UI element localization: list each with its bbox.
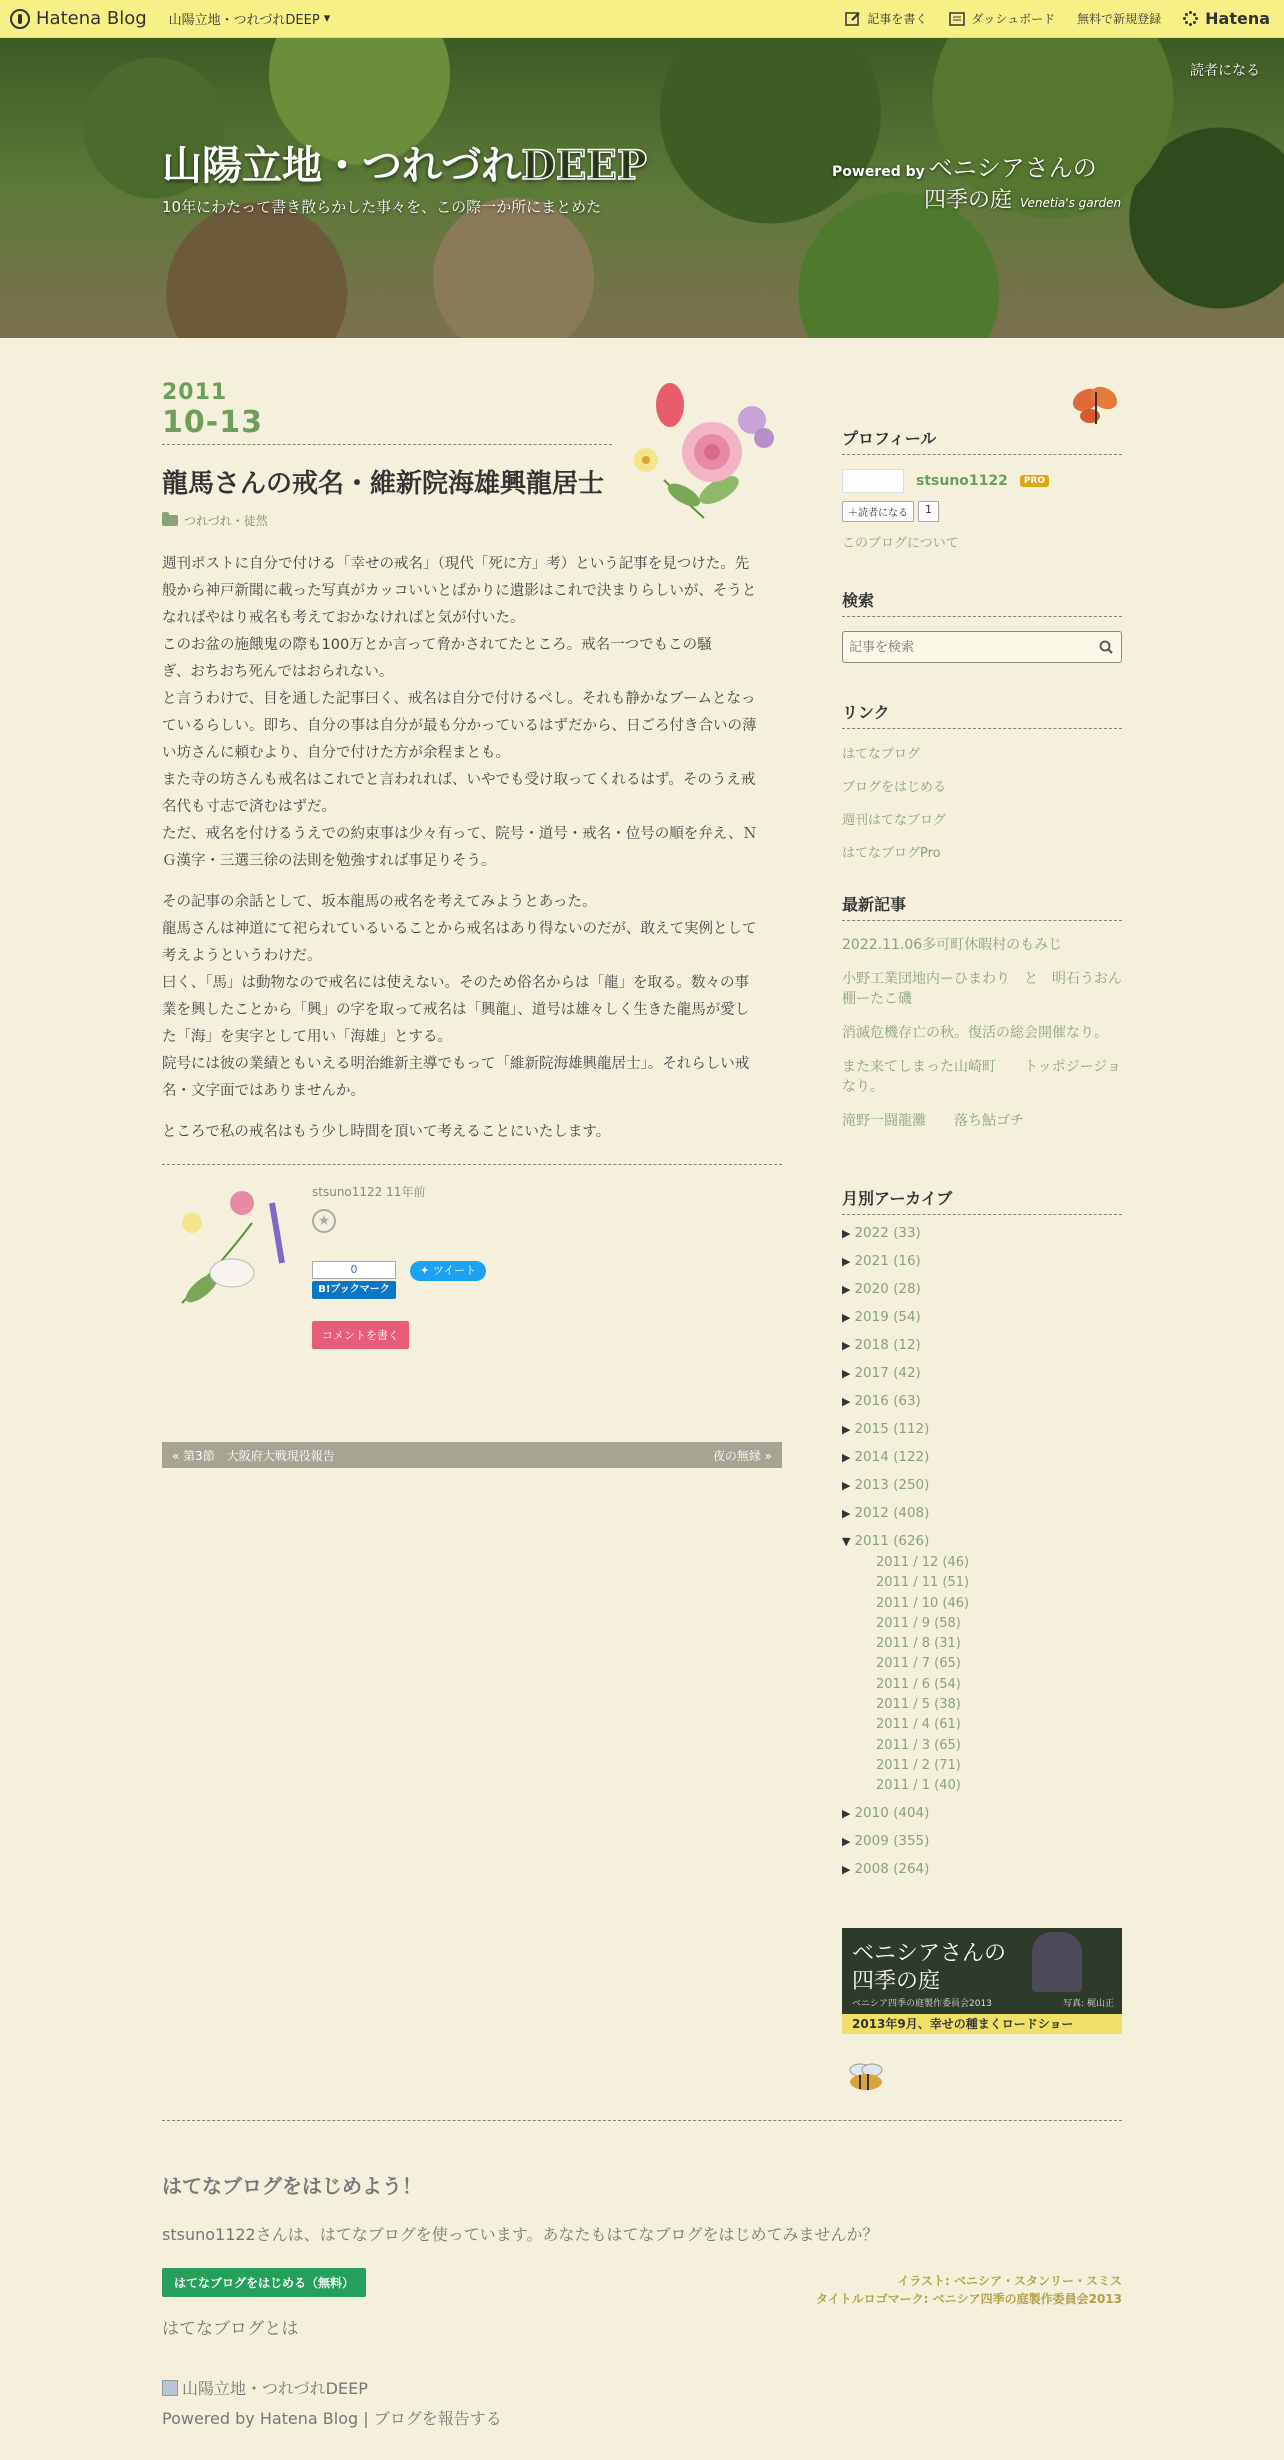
pro-badge: PRO <box>1020 475 1049 487</box>
bookmark-count: 0 <box>312 1261 396 1279</box>
footer-powered[interactable]: Powered by Hatena Blog | ブログを報告する <box>162 2409 502 2428</box>
blog-icon <box>162 2380 178 2396</box>
archive-year[interactable]: ▶ 2022 (33) <box>842 1225 921 1241</box>
entry-body <box>162 551 782 1146</box>
blog-header <box>0 38 1284 338</box>
link-start-blog[interactable]: ブログをはじめる <box>842 780 947 795</box>
recent-entry[interactable]: 小野工業団地内ーひまわり と 明石うおん棚ーたこ磯 <box>842 971 1122 1007</box>
follow-button[interactable]: ＋読者になる <box>842 501 914 522</box>
entry-date[interactable]: 2011 10-13 <box>162 380 612 445</box>
search-icon[interactable] <box>1099 640 1113 654</box>
archive-month[interactable]: 2011 / 11 (51) <box>876 1575 970 1591</box>
start-blog-button[interactable]: はてなブログをはじめる（無料） <box>162 2268 366 2297</box>
tweet-button[interactable]: ✦ ツイート <box>410 1261 486 1281</box>
footer-text: stsuno1122さんは、はてなブログを使っています。あなたもはてなブログをはじめてみませんか？ <box>162 2225 879 2244</box>
recent-entry[interactable]: 2022.11.06多可町休暇村のもみじ <box>842 937 1063 953</box>
entry-pager <box>162 1442 782 1468</box>
archive-year[interactable]: ▶ 2018 (12) <box>842 1337 921 1353</box>
links-widget <box>842 700 1122 861</box>
write-comment-button[interactable]: コメントを書く <box>312 1321 409 1349</box>
follower-count: 1 <box>918 501 939 522</box>
paragraph: その記事の余話として、坂本龍馬の戒名を考えてみようとあった。 龍馬さんは神道にて祀られているいることから戒名はあり得ないのだが、敢えて実例として 考えようというわけだ。 曰く、「馬」は動物なので戒名には使えない。そのため俗名からは「龍」を取る。数々の事 業を興したことから「興」の字を取って戒名は「興龍」、道号は雄々しく生きた龍馬が愛し た「海」を実字として用い「海雄」とする。 院号には彼の業績ともいえる明治維新主導でもって「維新院海雄興龍居士」。それらしい戒 名・文字面ではありませんか。 <box>162 894 757 1099</box>
archive-widget <box>842 1186 1122 1881</box>
search-input[interactable] <box>843 632 1121 662</box>
twitter-bird-icon: ✦ <box>420 1264 433 1277</box>
search-widget <box>842 588 1122 663</box>
caret-down-icon: ▾ <box>323 11 331 26</box>
banner-photo <box>1032 1932 1082 1992</box>
archive-year[interactable]: ▶ 2010 (404) <box>842 1804 930 1821</box>
archive-title: 月別アーカイブ <box>842 1186 1122 1215</box>
profile-avatar[interactable] <box>842 469 904 493</box>
hatena-logo-icon <box>10 9 30 29</box>
archive-month[interactable]: 2011 / 1 (40) <box>876 1778 961 1794</box>
link-hatena-blog[interactable]: はてなブログ <box>842 747 921 762</box>
archive-year-expanded[interactable]: ▼ 2011 (626) <box>842 1533 930 1549</box>
archive-year[interactable]: ▶ 2014 (122) <box>842 1449 930 1465</box>
about-hatena-blog-link[interactable]: はてなブログとは <box>162 2319 299 2339</box>
archive-month[interactable]: 2011 / 2 (71) <box>876 1757 961 1773</box>
archive-year[interactable]: ▶ 2016 (63) <box>842 1393 921 1409</box>
hatena-topbar <box>0 0 1284 38</box>
recent-entry[interactable]: 滝野一闘龍灘 落ち鮎ゴチ <box>842 1113 1024 1129</box>
hatena-bookmark-button[interactable] <box>312 1261 396 1299</box>
search-title: 検索 <box>842 588 1122 617</box>
archive-month[interactable]: 2011 / 10 (46) <box>876 1595 970 1611</box>
link-hatena-pro[interactable]: はてなブログPro <box>842 846 941 861</box>
recent-entries-widget <box>842 892 1122 1131</box>
add-star-button[interactable]: ★ <box>312 1209 336 1233</box>
archive-year[interactable]: ▶ 2015 (112) <box>842 1421 930 1437</box>
dashboard-link[interactable]: ダッシュボード <box>949 10 1055 27</box>
archive-month[interactable]: 2011 / 8 (31) <box>876 1636 961 1652</box>
recent-entry[interactable]: 消滅危機存亡の秋。復活の総会開催なり。 <box>842 1025 1108 1041</box>
dashboard-icon <box>949 12 965 26</box>
profile-widget <box>842 426 1122 551</box>
archive-year[interactable]: ▶ 2017 (42) <box>842 1365 921 1381</box>
archive-month[interactable]: 2011 / 12 (46) <box>876 1555 970 1570</box>
archive-month[interactable]: 2011 / 9 (58) <box>876 1615 961 1631</box>
credits: イラスト: ベニシア・スタンリー・スミス タイトルロゴマーク: ベニシア四季の庭製作委員会2013 <box>815 2274 1122 2306</box>
archive-month[interactable]: 2011 / 7 (65) <box>876 1656 961 1672</box>
butterfly-illustration <box>1068 380 1122 430</box>
entry-footer <box>162 1164 782 1384</box>
footer-title: はてなブログをはじめよう！ <box>162 2174 422 2198</box>
hatena-menu[interactable]: Hatena <box>1183 9 1270 28</box>
paragraph: 週刊ポストに自分で付ける「幸せの戒名」（現代「死に方」考）という記事を見つけた。先 般から神戸新聞に載った写真がカッコいいとばかりに遺影はこれで決まりらしいが、そうと なればやはり戒名も考えておかなければと気が付いた。 このお盆の施餓鬼の際も100万とか言って脅かされてたところ。戒名一つでもこの騒 ぎ、おちおち死んではおられない。 と言うわけで、目を通した記事曰く、戒名は自分で付けるべし。それも静かなブームとなっ ているらしい。即ち、自分の事は自分が最も分かっているはずだから、日ごろ付き合いの薄 い坊さんに頼むより、自分で付けた方が余程まとも。 また寺の坊さんも戒名はこれでと言われれば、いやでも受け取ってくれるはず。そのうえ戒 名代も寸志で済むはずだ。 ただ、戒名を付けるうえでの約束事は少々有って、院号・道号・戒名・位号の順を弁え、Ｎ Ｇ漢字・三選三徐の法則を勉強すれば事足りそう。 <box>162 556 758 869</box>
archive-year[interactable]: ▶ 2008 (264) <box>842 1860 930 1877</box>
hatena-dots-icon <box>1183 11 1199 27</box>
blog-description: 10年にわたって書き散らかした事々を、この際一か所にまとめた <box>162 198 602 216</box>
blog-name-dropdown[interactable]: 山陽立地・つれづれDEEP ▾ <box>168 11 331 28</box>
signup-link[interactable]: 無料で新規登録 <box>1077 12 1162 26</box>
pencil-icon <box>845 11 861 27</box>
pager-next-link[interactable]: 夜の無縁 » <box>712 1448 772 1463</box>
archive-year[interactable]: ▶ 2012 (408) <box>842 1505 930 1521</box>
entry-category[interactable]: つれづれ・徒然 <box>162 512 782 529</box>
links-title: リンク <box>842 700 1122 729</box>
archive-month[interactable]: 2011 / 3 (65) <box>876 1737 961 1753</box>
folder-icon <box>162 515 178 526</box>
archive-year[interactable]: ▶ 2019 (54) <box>842 1309 921 1325</box>
archive-month[interactable]: 2011 / 4 (61) <box>876 1717 961 1733</box>
paragraph: ところで私の戒名はもう少し時間を頂いて考えることにいたします。 <box>162 1124 611 1140</box>
archive-month[interactable]: 2011 / 5 (38) <box>876 1697 961 1713</box>
pager-prev-link[interactable]: « 第3節 大阪府大戦現役報告 <box>172 1448 335 1463</box>
movie-banner[interactable]: ベニシアさんの 四季の庭 ベニシア四季の庭製作委員会2013 写真: 梶山正 2013年9月、幸せの種まくロードショー <box>842 1928 1122 2034</box>
footer-blog-link[interactable]: 山陽立地・つれづれDEEP <box>162 2376 368 2399</box>
recent-entry[interactable]: また来てしまった山崎町 トッポジージョなり。 <box>842 1059 1122 1095</box>
archive-year[interactable]: ▶ 2009 (355) <box>842 1832 930 1849</box>
blog-title[interactable]: 山陽立地・つれづれDEEP <box>162 142 647 189</box>
author-flower-illustration <box>162 1183 302 1313</box>
bee-illustration <box>842 2060 892 2096</box>
write-article-link[interactable]: 記事を書く <box>845 10 927 27</box>
hatena-blog-logo[interactable]: Hatena Blog <box>10 8 147 29</box>
profile-title: プロフィール <box>842 426 1122 455</box>
powered-by-logo: Powered by ベニシアさんの 四季の庭 Venetia's garden <box>832 154 1122 213</box>
entry <box>162 380 782 1384</box>
footer-divider <box>162 2120 1122 2121</box>
recent-title: 最新記事 <box>842 892 1122 921</box>
profile-name[interactable]: stsuno1122 <box>916 473 1008 489</box>
archive-year[interactable]: ▶ 2021 (16) <box>842 1253 921 1269</box>
archive-year[interactable]: ▶ 2013 (250) <box>842 1477 930 1493</box>
entry-meta[interactable]: stsuno1122 11年前 <box>312 1185 426 1199</box>
flower-illustration <box>624 380 784 520</box>
link-weekly-hatena[interactable]: 週刊はてなブログ <box>842 813 947 828</box>
entry-title[interactable]: 龍馬さんの戒名・維新院海雄興龍居士 <box>162 469 605 499</box>
about-blog-link[interactable]: このブログについて <box>842 536 959 551</box>
header-follow-button[interactable]: 読者になる <box>1190 63 1260 79</box>
archive-year[interactable]: ▶ 2020 (28) <box>842 1281 921 1297</box>
bookmark-label: B!ブックマーク <box>312 1281 396 1299</box>
archive-month[interactable]: 2011 / 6 (54) <box>876 1676 961 1692</box>
